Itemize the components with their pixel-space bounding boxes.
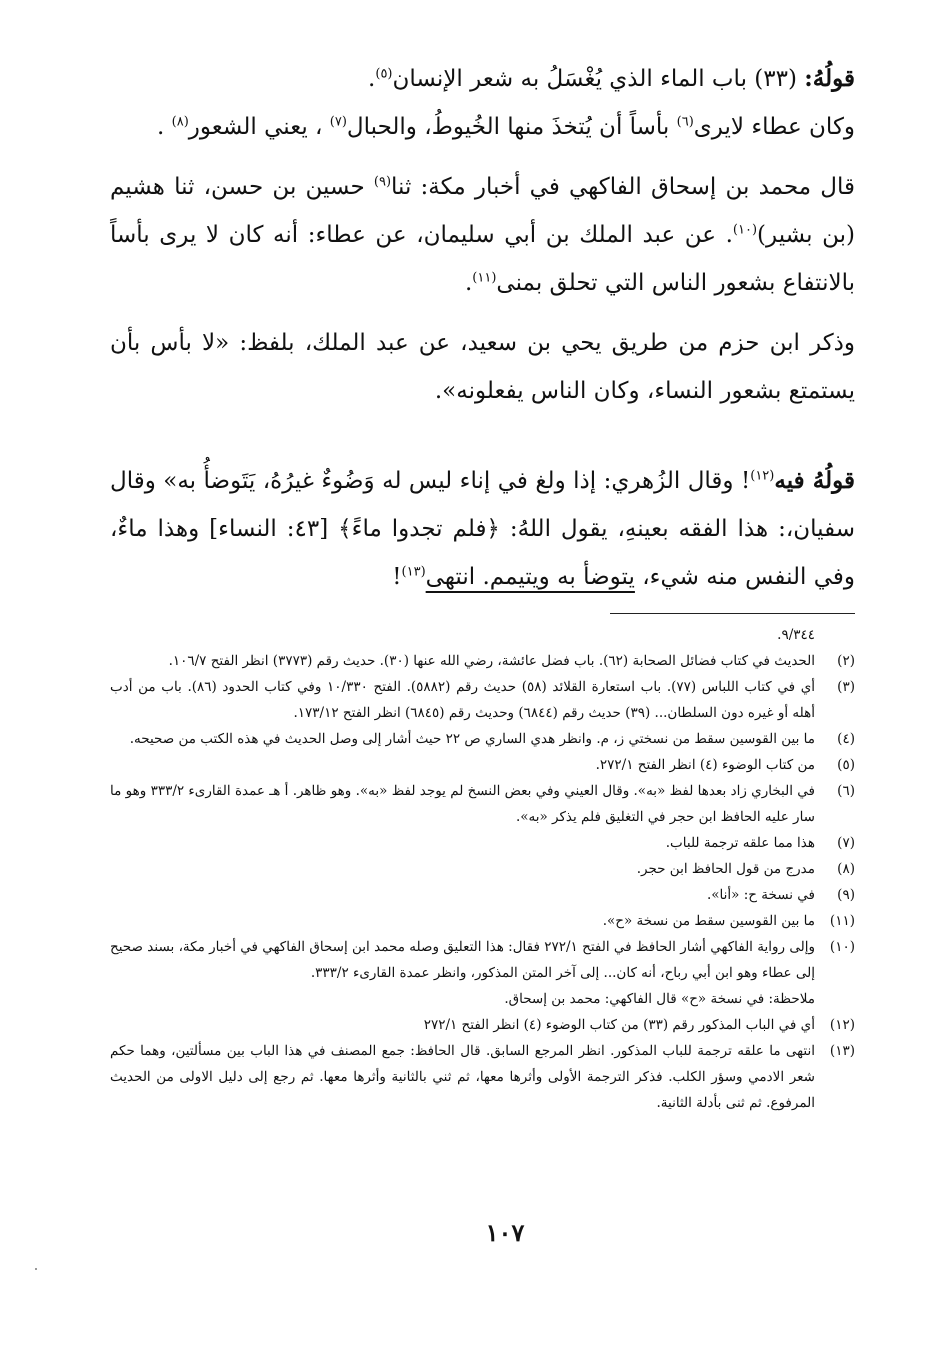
paragraph-1: [110, 55, 855, 151]
page-number-text: ١٠٧: [485, 1218, 525, 1247]
footnote-text: في نسخة ح: «أنا».: [706, 887, 815, 903]
footnote-item: [110, 622, 855, 648]
footnote-ref-10: (١٠): [732, 222, 758, 238]
paragraph-3-b: حسين بن حسن، ثنا هشيم (بن بشير): [110, 174, 856, 248]
footnote-item: [110, 726, 855, 752]
footnote-item: [110, 648, 855, 674]
footnote-ref-5: (٥): [375, 66, 393, 82]
main-text: [110, 55, 855, 601]
footnote-item: [110, 986, 855, 1012]
footnote-number: (١٢): [829, 1017, 855, 1033]
paragraph-4: وذكر ابن حزم من طريق يحي بن سعيد، عن عبد الملك، بلفظ: «لا بأس بأن يستمتع بشعور النساء، وكان الناس يفعلونه».: [110, 330, 855, 404]
footnote-item: [110, 908, 855, 934]
footnote-item: [110, 830, 855, 856]
page-body: [110, 55, 855, 1116]
footnote-ref-13: (١٣): [401, 564, 426, 580]
footnote-text: ما بين القوسين سقط من نسختي ز، م. وانظر هدي الساري ص ٢٢ حيث أشار إلى وصل الحديث في هذه الكتب من صحيحه.: [129, 731, 815, 747]
footnote-text: ٩/٣٤٤.: [777, 627, 815, 643]
footnote-item: [110, 934, 855, 986]
footnote-separator: [610, 613, 855, 614]
paragraph-1-end: .: [368, 66, 376, 92]
footnote-item: [110, 1012, 855, 1038]
paragraph-2-a: وكان عطاء لايرى: [693, 114, 855, 140]
footnote-text: مدرج من قول الحافظ ابن حجر.: [636, 861, 815, 877]
paragraph-1-text: (٣٣) باب الماء الذي يُغْسَلُ به شعر الإنسان: [392, 66, 797, 92]
scan-speck: [35, 1268, 37, 1270]
footnote-number: (٩): [837, 887, 855, 903]
footnote-text: هذا مما علقه ترجمة للباب.: [665, 835, 815, 851]
footnote-number: (١٠): [829, 939, 855, 955]
footnote-text: أي في الباب المذكور رقم (٣٣) من كتاب الوضوء (٤) انظر الفتح ٢٧٢/١: [423, 1017, 815, 1033]
footnote-ref-7: (٧): [329, 114, 347, 130]
paragraph-3-a: قال محمد بن إسحاق الفاكهي في أخبار مكة: ثنا: [391, 174, 855, 200]
footnote-ref-11: (١١): [472, 270, 497, 286]
paragraph-3-d: .: [464, 270, 473, 296]
page-number: [0, 1218, 940, 1247]
paragraph-2-c: ، يعني الشعور: [188, 114, 330, 140]
paragraph-5-underlined: يتوضأ به ويتيمم. انتهى: [425, 564, 635, 590]
paragraph-2-b: بأساً أن يُتخذَ منها الخُيوطُ، والحبال: [346, 114, 677, 140]
footnote-text: انتهى ما علقه ترجمة للباب المذكور. انظر المرجع السابق. قال الحافظ: جمع المصنف في هذا الباب بين مسألتين، وهما حكم شعر الادمي وسؤر الكلب. فذكر الترجمة الأولى وأثرها معها، ثم ثني بالثانية وأثرها معها. ثم رجع إلى دليل الاولى من الحديث المرفوع. ثم ثنى بأدلة الثانية.: [110, 1043, 815, 1111]
footnote-number: (٣): [837, 679, 855, 695]
footnote-number: (٢): [837, 653, 855, 669]
footnote-ref-12: (١٢): [750, 468, 775, 484]
footnotes: [110, 622, 855, 1116]
paragraph-3: [110, 163, 855, 307]
paragraph-5: [110, 457, 855, 601]
heading-qawluhu: قولُهُ:: [804, 65, 855, 92]
footnote-item: [110, 752, 855, 778]
footnote-text: أي في كتاب اللباس (٧٧). باب استعارة القلائد (٥٨) حديث رقم (٥٨٨٢). الفتح ١٠/٣٣٠ وفي كتاب الحدود (٨٦). باب من أدب أهله أو غيره دون السلطان... (٣٩) حديث رقم (٦٨٤٤) وحديث رقم (٦٨٤٥) انظر الفتح ١٧٣/١٢.: [110, 679, 816, 721]
footnote-item: [110, 674, 855, 726]
paragraph-2-d: .: [157, 114, 172, 140]
heading-qawluhu-fihi: قولُهُ فيه: [774, 467, 855, 494]
footnote-ref-9: (٩): [373, 174, 392, 190]
paragraph-3-c: . عن عبد الملك بن أبي سليمان، عن عطاء: أنه كان لا يرى بأساً بالانتفاع بشعور الناس التي تحلق بمنى: [110, 222, 855, 296]
footnote-text: من كتاب الوضوء (٤) انظر الفتح ٢٧٢/١.: [595, 757, 815, 773]
footnote-number: (٤): [837, 731, 855, 747]
paragraph-5-end: !: [392, 564, 402, 590]
footnote-text: في البخاري زاد بعدها لفظ «به». وقال العيني وفي بعض النسخ لم يوجد لفظ «به». وهو ظاهر. أ هـ عمدة القارىء ٣٣٣/٢ وهو ما سار عليه الحافظ ابن حجر في التغليق فلم يذكر «به».: [110, 783, 815, 825]
footnote-ref-6: (٦): [676, 114, 694, 130]
footnote-item: [110, 778, 855, 830]
footnote-number: (١٣): [829, 1043, 855, 1059]
footnote-text: وإلى رواية الفاكهي أشار الحافظ في الفتح ٢٧٢/١ فقال: هذا التعليق وصله محمد ابن إسحاق الفاكهي في أخبار مكة، بسند صحيح إلى عطاء وهو ابن أبي رباح، أنه كان... إلى آخر المتن المذكور، وانظر عمدة القارىء ٣٣٣/٢.: [110, 939, 815, 981]
footnote-text: الحديث في كتاب فضائل الصحابة (٦٢). باب فضل عائشة، رضي الله عنها (٣٠). حديث رقم (٣٧٧٣) انظر الفتح ١٠٦/٧.: [168, 653, 815, 669]
paragraph-5-a: ! وقال الزُهري: إذا ولغ في إناء ليس له وَضُوءٌ غيرُهُ، يَتَوضأُ به» وقال سفيان،: هذا الفقه بعينهِ، يقول اللهُ: ﴿فلم تجدوا ماءً﴾ [٤٣: النساء] وهذا ماءٌ، وفي النفس منه شيء،: [110, 468, 855, 590]
footnote-ref-8: (٨): [171, 114, 189, 130]
footnote-number: (١١): [829, 913, 855, 929]
footnote-number: (٥): [837, 757, 855, 773]
footnote-number: (٦): [837, 783, 855, 799]
footnote-number: (٨): [837, 861, 855, 877]
footnote-text: ملاحظة: في نسخة «ح» قال الفاكهي: محمد بن إسحاق.: [504, 991, 815, 1007]
footnote-number: (٧): [837, 835, 855, 851]
footnote-text: ما بين القوسين سقط من نسخة «ح».: [602, 913, 815, 929]
footnote-item: [110, 882, 855, 908]
footnote-item: [110, 1038, 855, 1116]
footnote-item: [110, 856, 855, 882]
